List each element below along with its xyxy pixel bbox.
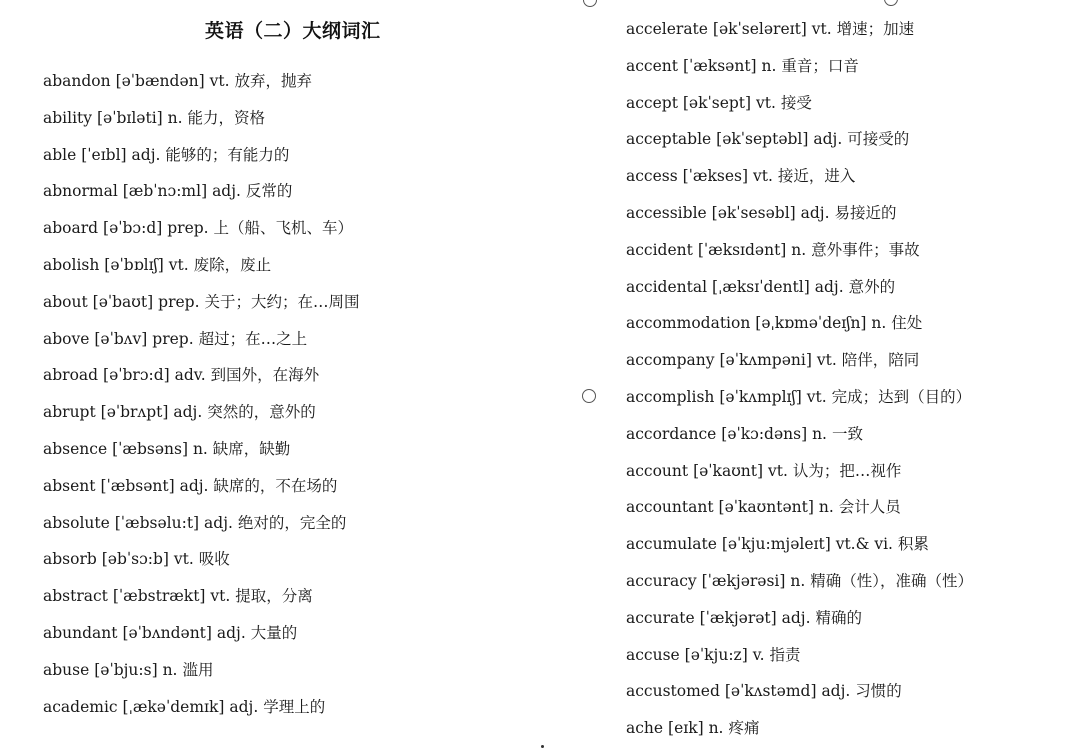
vocab-pos: n. (871, 314, 887, 333)
vocab-entry (43, 583, 359, 620)
vocab-entry (43, 436, 359, 473)
vocab-entry (626, 384, 973, 421)
vocab-column-right (626, 16, 973, 752)
vocab-word: access (626, 167, 678, 186)
vocab-meaning: 缺席，缺勤 (212, 439, 291, 458)
vocab-entry (626, 605, 973, 642)
vocab-entry (626, 237, 973, 274)
vocab-word: abolish (43, 255, 100, 274)
vocab-entry (43, 326, 359, 363)
vocab-meaning: 易接近的 (834, 203, 897, 222)
vocab-word: ache (626, 719, 664, 738)
vocab-meaning: 提取，分离 (235, 587, 313, 606)
vocab-pos: vt. (816, 351, 837, 370)
vocab-phonetic: [ˈækses] (682, 167, 749, 186)
vocab-word: accidental (626, 277, 708, 296)
binder-hole-icon (884, 0, 898, 6)
vocab-entry (626, 347, 973, 384)
vocab-phonetic: [əkˈsesəbl] (711, 203, 796, 222)
binder-hole-icon (582, 389, 596, 403)
vocab-entry (626, 90, 973, 127)
vocab-meaning: 绝对的，完全的 (237, 513, 347, 532)
vocab-pos: n. (162, 660, 178, 679)
vocab-phonetic: [ˈæbstrækt] (112, 587, 206, 606)
vocab-entry (43, 105, 359, 142)
vocab-meaning: 会计人员 (838, 498, 901, 517)
vocab-meaning: 超过；在…之上 (198, 329, 308, 348)
vocab-meaning: 意外的 (848, 277, 896, 296)
vocab-pos: vt.& vi. (835, 535, 893, 554)
vocab-meaning: 精确的 (815, 608, 862, 627)
vocab-entry (43, 178, 359, 215)
vocab-word: above (43, 329, 90, 348)
vocab-meaning: 能力，资格 (187, 108, 266, 127)
vocab-word: accident (626, 240, 693, 259)
vocab-pos: vt. (210, 587, 231, 606)
vocab-phonetic: [əˈbʌndənt] (122, 623, 212, 642)
vocab-entry (43, 68, 359, 105)
vocab-meaning: 习惯的 (855, 682, 902, 701)
vocab-meaning: 突然的，意外的 (207, 403, 316, 422)
vocab-word: abundant (43, 623, 118, 642)
vocab-meaning: 完成；达到（目的） (831, 387, 972, 406)
vocab-entry (626, 531, 973, 568)
vocab-phonetic: [ˈæbsənt] (100, 476, 175, 495)
vocab-meaning: 能够的；有能力的 (165, 145, 290, 164)
vocab-phonetic: [əˈbju:s] (94, 660, 158, 679)
vocab-meaning: 疼痛 (728, 719, 760, 738)
vocab-word: accent (626, 56, 678, 75)
vocab-pos: adj. (131, 145, 161, 164)
vocab-meaning: 大量的 (250, 623, 298, 642)
vocab-phonetic: [əˈkju:mjəleɪt] (721, 535, 831, 554)
vocab-phonetic: [ˈækjərəsi] (701, 571, 786, 590)
vocab-word: accompany (626, 351, 715, 370)
vocab-entry (626, 715, 973, 752)
vocab-entry (626, 274, 973, 311)
vocab-phonetic: [əˈbɪləti] (96, 108, 163, 127)
vocab-entry (626, 163, 973, 200)
vocab-phonetic: [əˈkaʊnt] (693, 461, 764, 480)
vocab-entry (43, 620, 359, 657)
vocab-phonetic: [eɪk] (668, 719, 704, 738)
vocab-pos: adj. (179, 476, 209, 495)
vocab-pos: adv. (174, 366, 206, 385)
vocab-entry (626, 458, 973, 495)
vocab-phonetic: [æbˈnɔ:ml] (122, 182, 208, 201)
vocab-pos: vt. (756, 93, 776, 112)
vocab-pos: n. (192, 439, 208, 458)
vocab-meaning: 接受 (780, 93, 812, 112)
vocab-pos: n. (761, 56, 777, 75)
vocab-meaning: 关于；大约；在…周围 (204, 292, 360, 311)
vocab-phonetic: [əˈbrɔ:d] (103, 366, 170, 385)
vocab-meaning: 缺席的，不在场的 (213, 476, 338, 495)
vocab-meaning: 意外事件；事故 (811, 240, 920, 259)
vocab-phonetic: [əbˈsɔ:b] (101, 550, 169, 569)
vocab-word: abrupt (43, 403, 96, 422)
vocab-word: accordance (626, 424, 717, 443)
vocab-phonetic: [əˈbʌv] (94, 329, 148, 348)
vocab-meaning: 积累 (897, 535, 929, 554)
vocab-pos: adj. (216, 623, 246, 642)
vocab-pos: prep. (152, 329, 194, 348)
vocab-meaning: 吸收 (198, 550, 230, 569)
vocab-entry (43, 694, 359, 731)
vocab-entry (43, 657, 359, 694)
vocab-phonetic: [əkˈsept] (682, 93, 752, 112)
vocab-meaning: 废除，废止 (193, 255, 272, 274)
vocab-entry (626, 53, 973, 90)
vocab-word: academic (43, 697, 118, 716)
vocab-meaning: 增速；加速 (836, 20, 915, 38)
vocab-entry (626, 568, 973, 605)
vocab-phonetic: [əˈkɔ:dəns] (721, 424, 808, 443)
vocab-meaning: 指责 (769, 645, 801, 664)
scan-speck (541, 745, 544, 748)
vocab-word: absence (43, 439, 108, 458)
vocab-pos: vt. (811, 20, 832, 38)
vocab-entry (43, 252, 359, 289)
vocab-word: accommodation (626, 314, 751, 333)
vocab-phonetic: [ˈækjərət] (699, 608, 777, 627)
vocab-pos: adj. (814, 277, 844, 296)
vocab-word: absent (43, 476, 96, 495)
vocab-word: aboard (43, 219, 99, 238)
vocab-pos: n. (708, 719, 724, 738)
vocab-phonetic: [ˈeɪbl] (81, 145, 127, 164)
vocab-meaning: 滥用 (182, 660, 214, 679)
vocab-entry (43, 215, 359, 252)
vocab-phonetic: [əˈkju:z] (684, 645, 748, 664)
vocab-meaning: 放弃，抛弃 (234, 72, 312, 90)
vocab-word: abnormal (43, 182, 118, 201)
vocab-entry (43, 473, 359, 510)
vocab-entry (43, 546, 359, 583)
vocab-word: accuse (626, 645, 680, 664)
vocab-phonetic: [əˈkaʊntənt] (718, 498, 814, 517)
vocab-pos: adj. (229, 697, 259, 716)
vocab-entry (626, 310, 973, 347)
vocab-entry (626, 494, 973, 531)
vocab-meaning: 到国外，在海外 (210, 366, 320, 385)
vocab-entry (43, 362, 359, 399)
vocab-entry (626, 16, 973, 53)
vocab-phonetic: [ˌækəˈdemɪk] (122, 697, 225, 716)
vocab-phonetic: [əˈkʌstəmd] (724, 682, 817, 701)
page-title: 英语（二）大纲词汇 (205, 20, 381, 42)
vocab-word: abstract (43, 587, 108, 606)
vocab-entry (43, 142, 359, 179)
vocab-pos: v. (752, 645, 765, 664)
vocab-entry (626, 200, 973, 237)
vocab-meaning: 认为；把…视作 (792, 461, 902, 480)
vocab-pos: n. (812, 424, 827, 443)
vocab-phonetic: [əˈkʌmplɪʃ] (719, 387, 802, 406)
vocab-word: acceptable (626, 130, 712, 149)
vocab-meaning: 反常的 (245, 182, 293, 201)
vocab-pos: adj. (204, 513, 233, 532)
vocab-word: accumulate (626, 535, 717, 554)
vocab-pos: adj. (813, 130, 843, 149)
vocab-meaning: 一致 (831, 424, 863, 443)
vocab-pos: adj. (781, 608, 811, 627)
vocab-meaning: 重音；口音 (781, 56, 859, 75)
vocab-phonetic: [əkˈseptəbl] (716, 130, 809, 149)
vocab-word: abuse (43, 660, 90, 679)
vocab-word: abroad (43, 366, 99, 385)
vocab-pos: adj. (800, 203, 830, 222)
vocab-word: accustomed (626, 682, 720, 701)
vocab-meaning: 接近，进入 (777, 167, 856, 186)
vocab-pos: vt. (173, 550, 194, 569)
vocab-word: accelerate (626, 20, 708, 38)
vocab-pos: vt. (768, 461, 788, 480)
vocab-entry (626, 642, 973, 679)
vocab-pos: n. (167, 108, 183, 127)
vocab-meaning: 学理上的 (263, 697, 326, 716)
vocab-phonetic: [əˈbaʊt] (92, 292, 154, 311)
vocab-pos: n. (818, 498, 834, 517)
vocab-word: ability (43, 108, 93, 127)
vocab-word: accuracy (626, 571, 697, 590)
vocab-word: accept (626, 93, 678, 112)
vocab-pos: adj. (173, 403, 203, 422)
vocab-meaning: 陪伴，陪同 (841, 351, 920, 370)
vocab-entry (626, 421, 973, 458)
vocab-pos: vt. (806, 387, 827, 406)
vocab-phonetic: [ˈæbsəlu:t] (114, 513, 200, 532)
vocab-word: accomplish (626, 387, 715, 406)
vocab-word: account (626, 461, 689, 480)
binder-hole-icon (583, 0, 597, 7)
vocab-word: accurate (626, 608, 695, 627)
vocab-word: abandon (43, 72, 111, 90)
vocab-phonetic: [əˌkɒməˈdeɪʃn] (755, 314, 867, 333)
vocab-pos: n. (790, 571, 806, 590)
vocab-phonetic: [ˈæksɪdənt] (697, 240, 787, 259)
vocab-phonetic: [əˈbɔ:d] (103, 219, 163, 238)
vocab-phonetic: [əˈkʌmpəni] (719, 351, 812, 370)
vocab-pos: n. (791, 240, 807, 259)
vocab-meaning: 上（船、飞机、车） (213, 219, 354, 238)
vocab-word: absorb (43, 550, 97, 569)
vocab-word: absolute (43, 513, 110, 532)
vocab-pos: prep. (167, 219, 209, 238)
vocab-phonetic: [əˈbɒlɪʃ] (104, 255, 164, 274)
vocab-entry (626, 678, 973, 715)
vocab-pos: vt. (209, 72, 230, 90)
vocab-word: about (43, 292, 88, 311)
vocab-meaning: 住处 (891, 314, 923, 333)
vocab-phonetic: [ˌæksɪˈdentl] (712, 277, 810, 296)
vocab-entry (626, 126, 973, 163)
vocab-word: able (43, 145, 77, 164)
vocab-pos: vt. (752, 167, 773, 186)
vocab-entry (43, 510, 359, 547)
vocab-word: accountant (626, 498, 714, 517)
vocab-pos: prep. (158, 292, 200, 311)
vocab-pos: adj. (821, 682, 851, 701)
vocab-phonetic: [ˈæbsəns] (112, 439, 188, 458)
vocab-entry (43, 289, 359, 326)
vocab-meaning: 可接受的 (847, 130, 910, 149)
vocab-meaning: 精确（性），准确（性） (810, 571, 973, 590)
vocab-phonetic: [əˈbændən] (115, 72, 205, 90)
vocab-phonetic: [əˈbrʌpt] (100, 403, 169, 422)
vocab-phonetic: [əkˈseləreɪt] (712, 20, 807, 38)
vocab-pos: adj. (212, 182, 241, 201)
vocab-pos: vt. (168, 255, 189, 274)
vocab-entry (43, 399, 359, 436)
vocab-word: accessible (626, 203, 707, 222)
vocab-phonetic: [ˈæksənt] (682, 56, 757, 75)
vocab-column-left (43, 68, 359, 730)
